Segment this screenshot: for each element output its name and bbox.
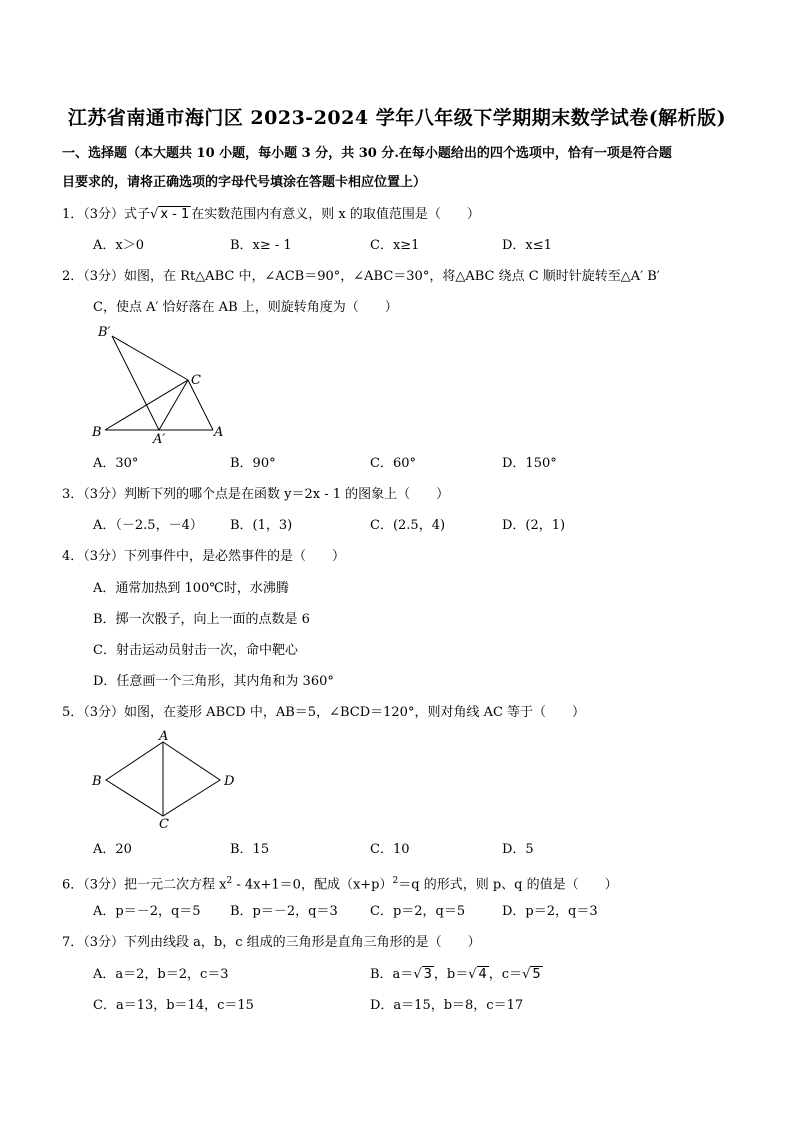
q6-stem-post: ＝q 的形式，则 p、q 的值是（ ） [398, 877, 618, 893]
q7-optb-radicand-2: 4 [478, 967, 487, 982]
section-heading-line1: 一、选择题（本大题共 10 小题，每小题 3 分，共 30 分.在每小题给出的四个选项中，恰有一项是符合题 [62, 146, 672, 161]
q4-option-d: D．任意画一个三角形，其内角和为 360° [93, 674, 334, 689]
q5-option-b: B．15 [230, 842, 270, 857]
q6-stem [62, 872, 618, 894]
q7-optb-radicand-3: 5 [532, 967, 541, 982]
q5-rhombus-figure [88, 728, 248, 832]
q2-option-d: D．150° [502, 456, 557, 471]
q4-option-a: A．通常加热到 100℃时，水沸腾 [93, 581, 289, 596]
label-c: C [191, 373, 201, 388]
q5-option-a: A．20 [93, 842, 132, 857]
segment-b-c [105, 380, 188, 430]
q4-stem: 4．（3分）下列事件中，是必然事件的是（ ） [62, 549, 346, 564]
label-b: B [92, 774, 102, 789]
label-c: C [159, 817, 169, 832]
label-a: A [159, 729, 169, 744]
q4-option-b: B．掷一次骰子，向上一面的点数是 6 [93, 612, 310, 627]
q7-option-b [370, 966, 543, 984]
label-a-prime: A′ [153, 432, 166, 447]
q6-option-d: D．p＝2，q＝3 [502, 904, 598, 919]
label-b-prime: B′ [98, 325, 111, 340]
sqrt-symbol: √ 3 [413, 967, 432, 982]
q6-option-a: A．p＝－2，q＝5 [93, 904, 201, 919]
q2-option-a: A．30° [93, 456, 139, 471]
q7-optb-mid2: ，c＝ [488, 967, 523, 982]
q7-optb-mid1: ，b＝ [433, 967, 469, 982]
q2-option-b: B．90° [230, 456, 276, 471]
q2-option-c: C．60° [370, 456, 416, 471]
q7-option-a: A．a＝2，b＝2，c＝3 [93, 967, 229, 982]
q6-option-c: C．p＝2，q＝5 [370, 904, 466, 919]
sqrt-symbol: √ 5 [522, 967, 541, 982]
q1-stem [62, 206, 480, 224]
q3-option-a: A．（－2.5，－4） [93, 518, 203, 533]
q2-stem-line2: C，使点 A′ 恰好落在 AB 上，则旋转角度为（ ） [93, 300, 398, 315]
exam-title: 江苏省南通市海门区 2023-2024 学年八年级下学期期末数学试卷(解析版) [67, 107, 727, 129]
q6-sup2: 2 [392, 876, 399, 886]
q3-option-c: C．(2.5，4) [370, 518, 446, 533]
q1-radicand: x - 1 [160, 207, 190, 222]
q7-optb-pre: B．a＝ [370, 967, 414, 982]
q5-option-d: D．5 [502, 842, 534, 857]
q2-triangle-figure [88, 318, 238, 448]
q2-stem-line1: 2．（3分）如图，在 Rt△ABC 中，∠ACB＝90°，∠ABC＝30°，将△ABC 绕点 C 顺时针旋转至△A′ B′ [62, 269, 660, 284]
q1-option-a: A．x＞0 [93, 238, 144, 253]
q7-option-d: D．a＝15，b＝8，c＝17 [370, 998, 524, 1013]
q1-option-d: D．x≤1 [502, 238, 552, 253]
q5-option-c: C．10 [370, 842, 410, 857]
sqrt-symbol: √ x - 1 [150, 207, 190, 222]
q3-option-b: B．(1，3) [230, 518, 293, 533]
q4-option-c: C．射击运动员射击一次，命中靶心 [93, 643, 298, 658]
q7-option-c: C．a＝13，b＝14，c＝15 [93, 998, 254, 1013]
section-heading-line2: 目要求的，请将正确选项的字母代号填涂在答题卡相应位置上） [62, 175, 427, 190]
q5-stem: 5．（3分）如图，在菱形 ABCD 中，AB＝5，∠BCD＝120°，则对角线 AC 等于（ ） [62, 705, 586, 720]
q6-option-b: B．p＝－2，q＝3 [230, 904, 338, 919]
q3-stem: 3．（3分）判断下列的哪个点是在函数 y＝2x - 1 的图象上（ ） [62, 487, 450, 502]
q7-stem: 7．（3分）下列由线段 a，b，c 组成的三角形是直角三角形的是（ ） [62, 935, 481, 950]
q1-option-b: B．x≥ - 1 [230, 238, 292, 253]
label-d: D [224, 774, 235, 789]
segment-c-a-prime [159, 380, 188, 430]
q6-sup1: 2 [226, 876, 233, 886]
q1-stem-pre: 1．（3分）式子 [62, 207, 151, 222]
q6-stem-mid: - 4x+1＝0，配成（x+p） [232, 877, 393, 893]
q6-stem-pre: 6．（3分）把一元二次方程 x [62, 877, 227, 893]
sqrt-symbol: √ 4 [468, 967, 487, 982]
q3-option-d: D．(2，1) [502, 518, 566, 533]
label-a: A [214, 425, 224, 440]
label-b: B [92, 425, 102, 440]
q7-optb-radicand-1: 3 [423, 967, 432, 982]
q1-stem-post: 在实数范围内有意义，则 x 的取值范围是（ ） [191, 207, 480, 222]
q1-option-c: C．x≥1 [370, 238, 420, 253]
